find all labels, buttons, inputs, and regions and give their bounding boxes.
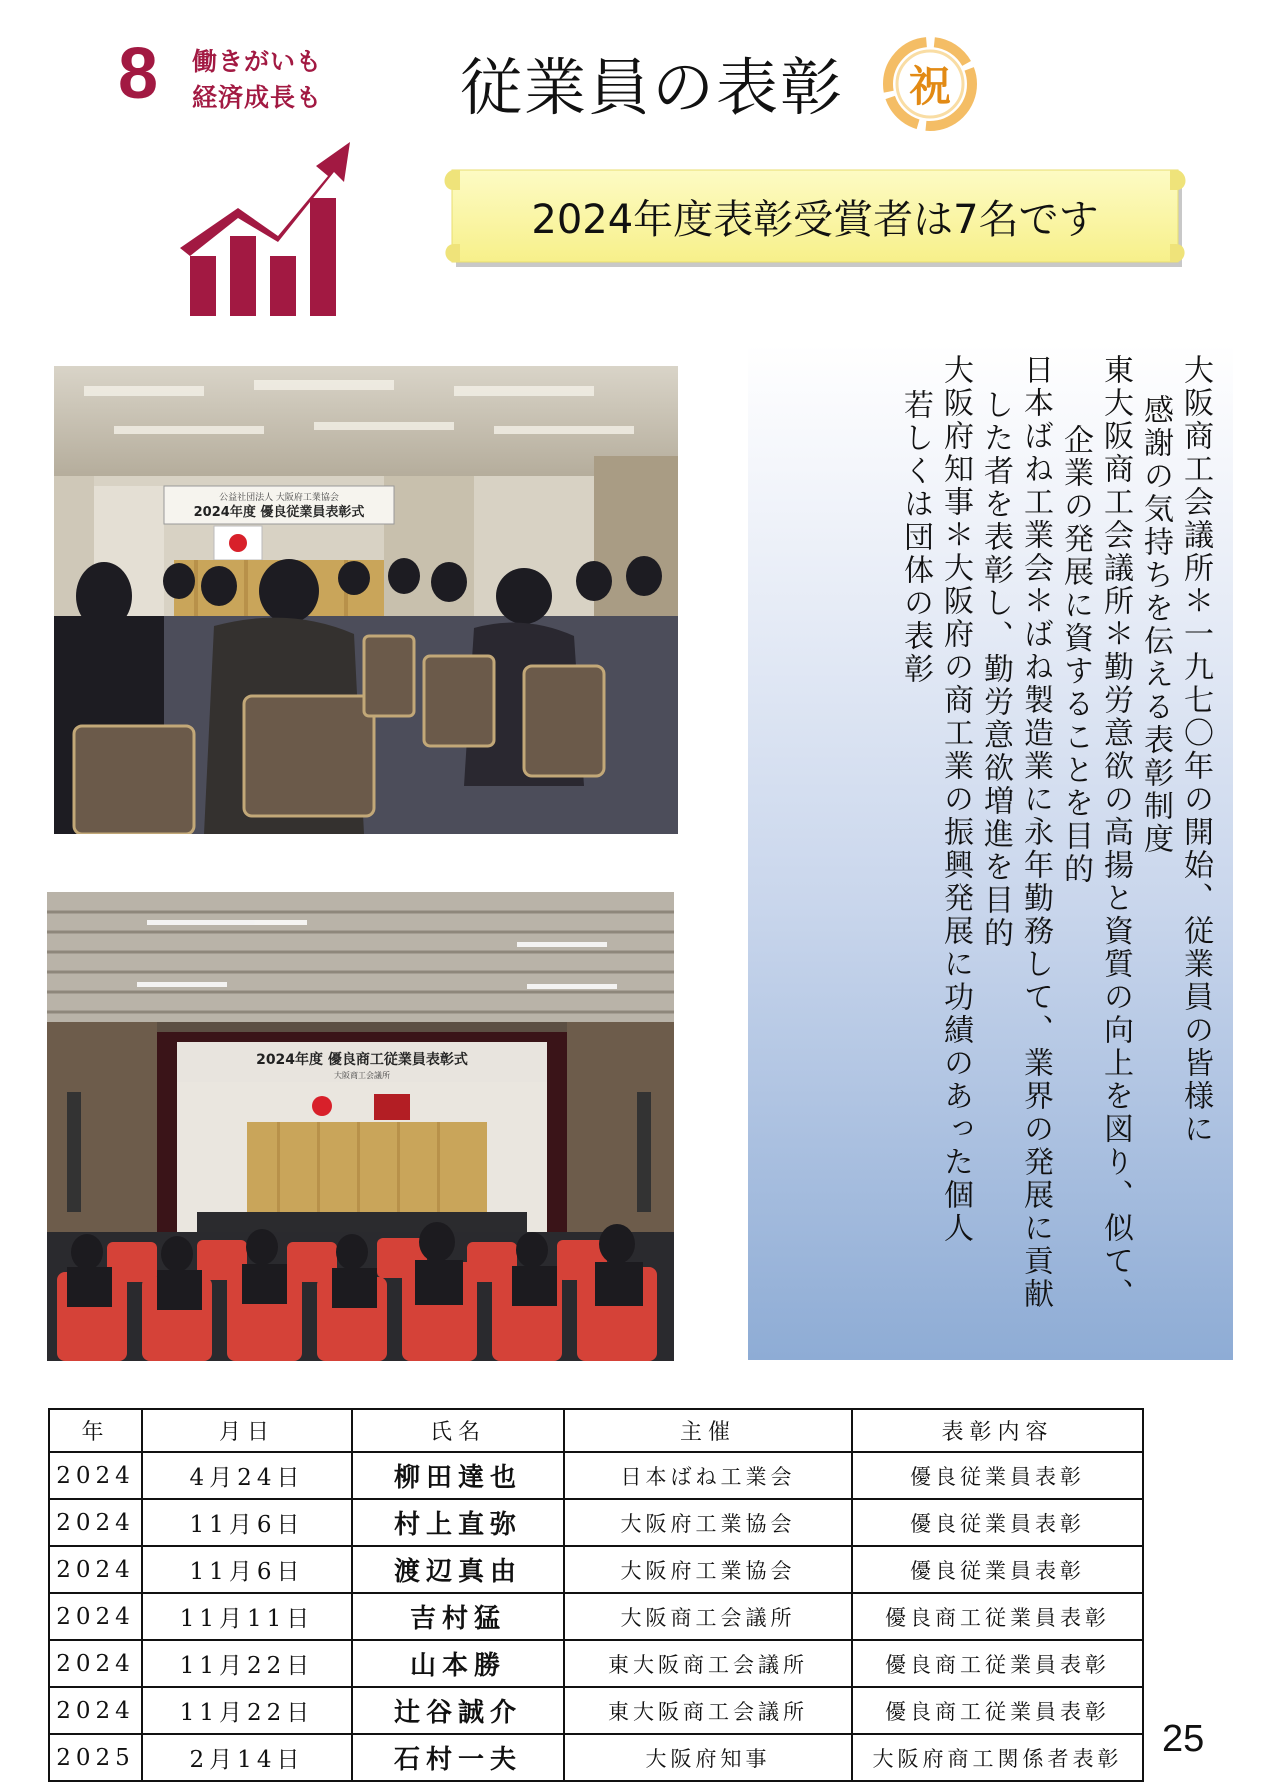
header-year: 年	[49, 1409, 142, 1452]
header-date: 月日	[142, 1409, 352, 1452]
cell-organizer: 東大阪商工会議所	[564, 1687, 852, 1734]
header-award: 表彰内容	[852, 1409, 1143, 1452]
desc-column-6: した者を表彰し、勤労意欲増進を目的	[978, 389, 1013, 950]
cell-year: 2024	[49, 1687, 142, 1734]
awardees-banner	[440, 160, 1190, 272]
cell-year: 2024	[49, 1640, 142, 1687]
desc-column-7: 大阪府知事＊大阪府の商工業の振興発展に功績のあった個人	[938, 354, 973, 1245]
cell-date: 2月14日	[142, 1734, 352, 1781]
cell-organizer: 大阪商工会議所	[564, 1593, 852, 1640]
desc-column-2: 感謝の気持ちを伝える表彰制度	[1138, 394, 1173, 856]
table-row	[49, 1640, 1143, 1687]
table-row	[49, 1546, 1143, 1593]
celebration-seal	[875, 32, 985, 136]
cell-name: 柳田達也	[352, 1452, 564, 1499]
cell-date: 11月6日	[142, 1546, 352, 1593]
cell-name: 辻谷誠介	[352, 1687, 564, 1734]
seal-character: 祝	[908, 62, 951, 111]
cell-year: 2024	[49, 1593, 142, 1640]
page-number: 25	[1162, 1718, 1205, 1760]
cell-name: 吉村猛	[352, 1593, 564, 1640]
cell-date: 11月11日	[142, 1593, 352, 1640]
desc-column-1: 大阪商工会議所＊一九七〇年の開始、従業員の皆様に	[1178, 354, 1213, 1146]
cell-award: 優良従業員表彰	[852, 1546, 1143, 1593]
cell-name: 山本勝	[352, 1640, 564, 1687]
cell-year: 2025	[49, 1734, 142, 1781]
cell-organizer: 東大阪商工会議所	[564, 1640, 852, 1687]
table-row	[49, 1687, 1143, 1734]
cell-name: 石村一夫	[352, 1734, 564, 1781]
desc-column-3: 東大阪商工会議所＊勤労意欲の高揚と資質の向上を図り、似て、	[1098, 354, 1133, 1311]
cell-date: 11月6日	[142, 1499, 352, 1546]
awards-table	[48, 1408, 1144, 1782]
cell-date: 4月24日	[142, 1452, 352, 1499]
cell-award: 優良従業員表彰	[852, 1452, 1143, 1499]
ceremony-hall-audience-photo	[54, 366, 678, 834]
table-header-row	[49, 1409, 1143, 1452]
cell-award: 優良商工従業員表彰	[852, 1687, 1143, 1734]
header-organizer: 主催	[564, 1409, 852, 1452]
cell-year: 2024	[49, 1499, 142, 1546]
cell-year: 2024	[49, 1452, 142, 1499]
photo1-banner-line2: 2024年度 優良従業員表彰式	[193, 505, 365, 520]
banner-text: 2024年度表彰受賞者は7名です	[531, 196, 1099, 243]
sdg-goal-number: 8	[118, 34, 159, 114]
header-name: 氏名	[352, 1409, 564, 1452]
page-title: 従業員の表彰	[460, 51, 845, 124]
cell-award: 優良従業員表彰	[852, 1499, 1143, 1546]
table-row	[49, 1734, 1143, 1781]
table-row	[49, 1593, 1143, 1640]
cell-organizer: 大阪府知事	[564, 1734, 852, 1781]
photo2-banner-line1: 2024年度 優良商工従業員表彰式	[256, 1052, 468, 1068]
growth-chart-icon	[178, 138, 352, 316]
cell-organizer: 大阪府工業協会	[564, 1499, 852, 1546]
award-description-panel	[748, 344, 1233, 1360]
cell-date: 11月22日	[142, 1640, 352, 1687]
photo1-banner-line1: 公益社団法人 大阪府工業協会	[219, 493, 339, 503]
cell-award: 優良商工従業員表彰	[852, 1593, 1143, 1640]
table-row	[49, 1499, 1143, 1546]
cell-organizer: 日本ばね工業会	[564, 1452, 852, 1499]
table-row	[49, 1452, 1143, 1499]
desc-column-8: 若しくは団体の表彰	[898, 389, 933, 686]
cell-award: 優良商工従業員表彰	[852, 1640, 1143, 1687]
desc-column-4: 企業の発展に資することを目的	[1058, 424, 1093, 886]
desc-column-5: 日本ばね工業会＊ばね製造業に永年勤務して、業界の発展に貢献	[1018, 354, 1053, 1311]
cell-award: 大阪府商工関係者表彰	[852, 1734, 1143, 1781]
stage-ceremony-photo	[47, 892, 674, 1361]
sdg-goal-title-line2: 経済成長も	[192, 83, 323, 112]
cell-year: 2024	[49, 1546, 142, 1593]
cell-organizer: 大阪府工業協会	[564, 1546, 852, 1593]
cell-name: 村上直弥	[352, 1499, 564, 1546]
photo2-banner-line2: 大阪商工会議所	[334, 1071, 390, 1080]
cell-name: 渡辺真由	[352, 1546, 564, 1593]
award-description-text	[895, 354, 1215, 1354]
cell-date: 11月22日	[142, 1687, 352, 1734]
sdg-goal-title-line1: 働きがいも	[192, 47, 323, 76]
